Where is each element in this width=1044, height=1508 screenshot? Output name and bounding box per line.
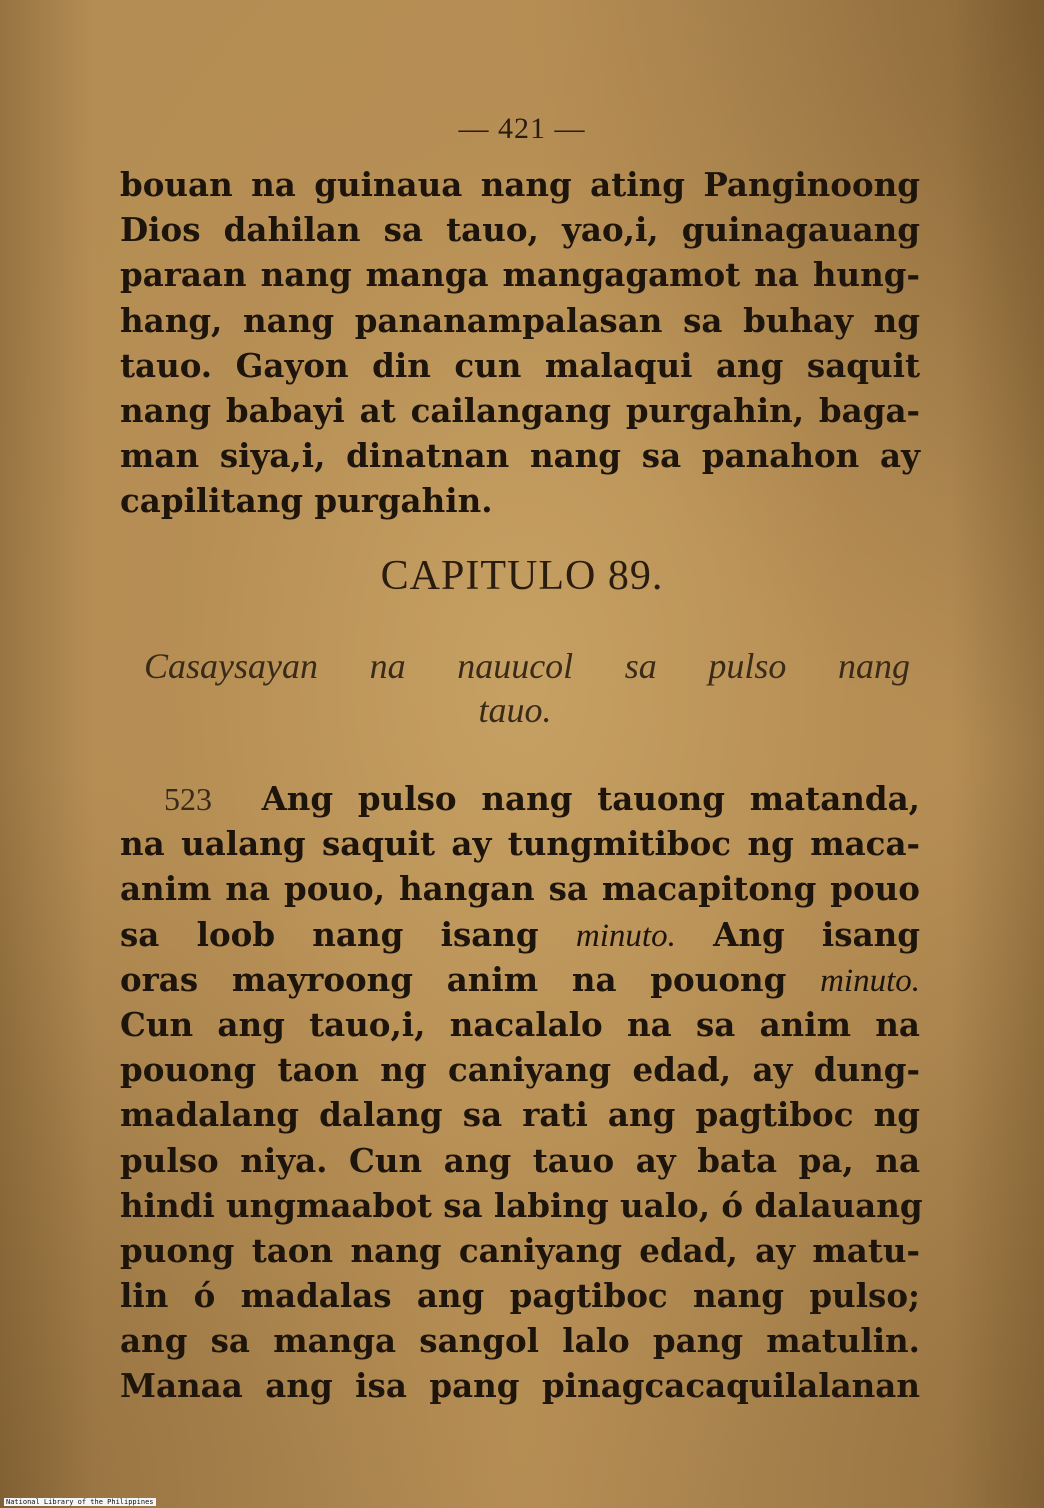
text-line: pouong taon ng caniyang edad, ay dung- [120,1050,920,1090]
text-line: man siya,i, dinatnan nang sa panahon ay [120,436,920,476]
subtitle-line: Casaysayan na nauucol sa pulso nang [144,646,910,686]
text-segment: oras mayroong anim na pouong [120,959,821,999]
footer-credit: National Library of the Philippines [6,1498,154,1506]
text-line: tauo. Gayon din cun malaqui ang saquit [120,345,920,385]
text-line: Manaa ang isa pang pinagcacaquilalanan [120,1366,920,1406]
text-line: ang sa manga sangol lalo pang matulin. [120,1321,920,1361]
text-line: nang babayi at cailangang purgahin, baga- [120,390,920,430]
text-line: puong taon nang caniyang edad, ay matu- [120,1230,920,1270]
section-paragraph [120,776,923,1409]
intro-paragraph [120,162,920,524]
text-line: anim na pouo, hangan sa macapitong pouo [120,869,920,909]
text-line: bouan na guinaua nang ating Panginoong [120,165,920,204]
text-line: lin ó madalas ang pagtiboc nang pulso; [120,1276,920,1316]
text-line: Cun ang tauo,i, nacalalo na sa anim na [120,1004,920,1044]
text-line: madalang dalang sa rati ang pagtiboc ng [120,1095,920,1135]
text-line: na ualang saquit ay tungmitiboc ng maca- [120,824,920,864]
text-segment: Ang isang [675,914,920,954]
section-first-line: Ang pulso nang tauong matanda, [261,779,920,818]
section-number: 523 [164,781,212,817]
text-line: hang, nang pananampalasan sa buhay ng [120,300,920,340]
page-number: — 421 — [458,112,586,145]
italic-term: minuto. [575,917,676,954]
text-line [120,912,920,957]
text-line: hindi ungmaabot sa labing ualo, ó dalauang [120,1185,923,1225]
text-line: capilitang purgahin. [120,481,493,521]
italic-term: minuto. [820,962,920,999]
text-line: pulso niya. Cun ang tauo ay bata pa, na [120,1140,920,1180]
chapter-subtitle [120,644,910,732]
text-line [120,957,920,1002]
text-line [120,776,920,821]
text-line: paraan nang manga mangagamot na hung- [120,255,920,295]
subtitle-line: tauo. [478,690,552,730]
text-segment: sa loob nang isang [120,914,576,954]
chapter-heading: CAPITULO 89. [380,553,664,599]
text-line: Dios dahilan sa tauo, yao,i, guinagauang [120,210,920,250]
